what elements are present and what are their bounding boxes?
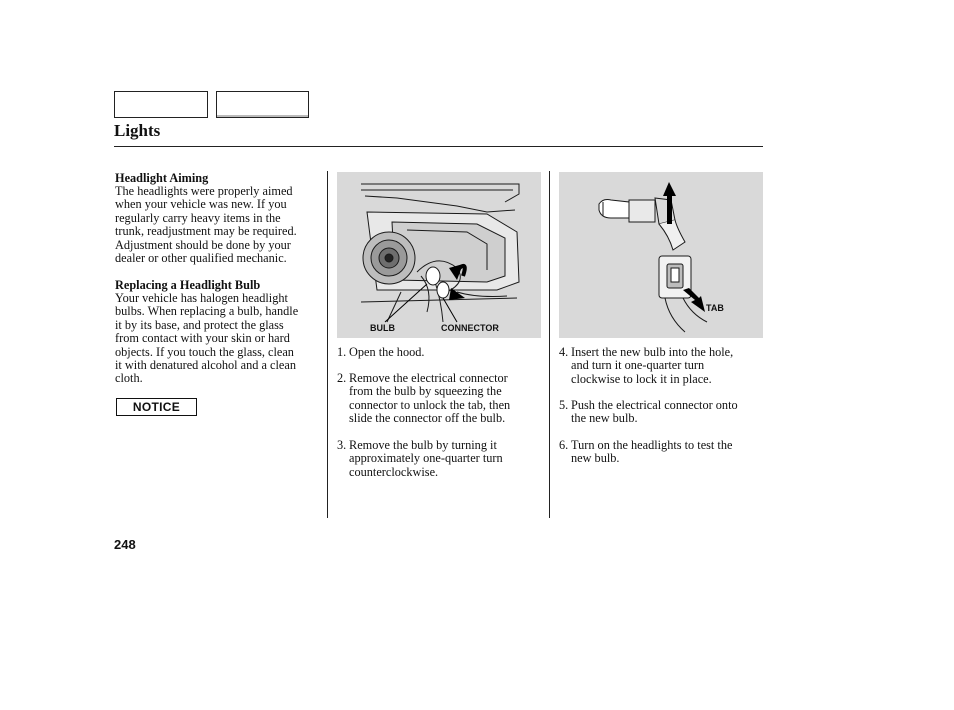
step-number: 5. [559, 398, 569, 412]
engine-bay-drawing [337, 172, 541, 338]
text-line: The headlights were properly aimed [115, 184, 293, 198]
step-line: the new bulb. [571, 411, 638, 426]
step-line: Turn on the headlights to test the [571, 438, 733, 452]
replacing-paragraph [115, 292, 323, 386]
column-divider-1 [327, 171, 328, 518]
step-line: Push the electrical connector onto [571, 398, 738, 412]
aiming-paragraph [115, 185, 323, 265]
text-line: it with denatured alcohol and a clean [115, 358, 296, 373]
step-2 [337, 372, 542, 428]
text-line: objects. If you touch the glass, clean [115, 344, 294, 359]
connector-label: CONNECTOR [441, 323, 499, 333]
text-line: it by its base, and protect the glass [115, 317, 284, 332]
nav-button-index[interactable] [216, 91, 309, 118]
step-line: connector to unlock the tab, then [349, 397, 511, 412]
step-line: counterclockwise. [349, 464, 439, 479]
step-line: Insert the new bulb into the hole, [571, 345, 734, 359]
column-divider-2 [549, 171, 550, 518]
step-line: from the bulb by squeezing the [349, 384, 502, 399]
engine-bay-illustration [337, 172, 541, 338]
step-line: Remove the electrical connector [349, 371, 508, 385]
step-number: 1. [337, 345, 347, 359]
nav-button-main-menu[interactable] [114, 91, 208, 118]
title-divider [114, 146, 763, 147]
text-line: regularly carry heavy items in the [115, 210, 281, 225]
step-line: and turn it one-quarter turn [571, 358, 705, 373]
step-line: Remove the bulb by turning it [349, 438, 497, 452]
text-line: dealer or other qualified mechanic. [115, 251, 287, 266]
page-number: 248 [114, 537, 136, 552]
step-number: 2. [337, 371, 347, 385]
text-line: Your vehicle has halogen headlight [115, 291, 288, 305]
bulb-connector-drawing [559, 172, 763, 338]
step-number: 3. [337, 438, 347, 452]
tab-label: TAB [706, 303, 724, 313]
text-line: trunk, readjustment may be required. [115, 224, 297, 239]
aiming-heading: Headlight Aiming [115, 171, 209, 185]
step-number: 6. [559, 438, 569, 452]
step-3 [337, 439, 542, 481]
step-4 [559, 346, 764, 388]
text-line: when your vehicle was new. If you [115, 197, 287, 212]
step-number: 4. [559, 345, 569, 359]
step-6 [559, 439, 764, 467]
text-line: bulbs. When replacing a bulb, handle [115, 304, 299, 319]
step-line: slide the connector off the bulb. [349, 411, 506, 426]
section-title: Lights [114, 121, 161, 140]
step-line: approximately one-quarter turn [349, 451, 503, 466]
step-5 [559, 399, 764, 427]
notice-link[interactable]: NOTICE [116, 398, 197, 416]
step-line: Open the hood. [349, 345, 425, 359]
bulb-label: BULB [370, 323, 395, 333]
step-1 [337, 346, 542, 360]
text-line: cloth. [115, 371, 143, 386]
text-line: Adjustment should be done by your [115, 237, 291, 252]
replacing-heading: Replacing a Headlight Bulb [115, 278, 261, 292]
text-line: from contact with your skin or hard [115, 331, 290, 346]
step-line: new bulb. [571, 451, 620, 466]
bulb-connector-illustration [559, 172, 763, 338]
step-line: clockwise to lock it in place. [571, 371, 712, 386]
